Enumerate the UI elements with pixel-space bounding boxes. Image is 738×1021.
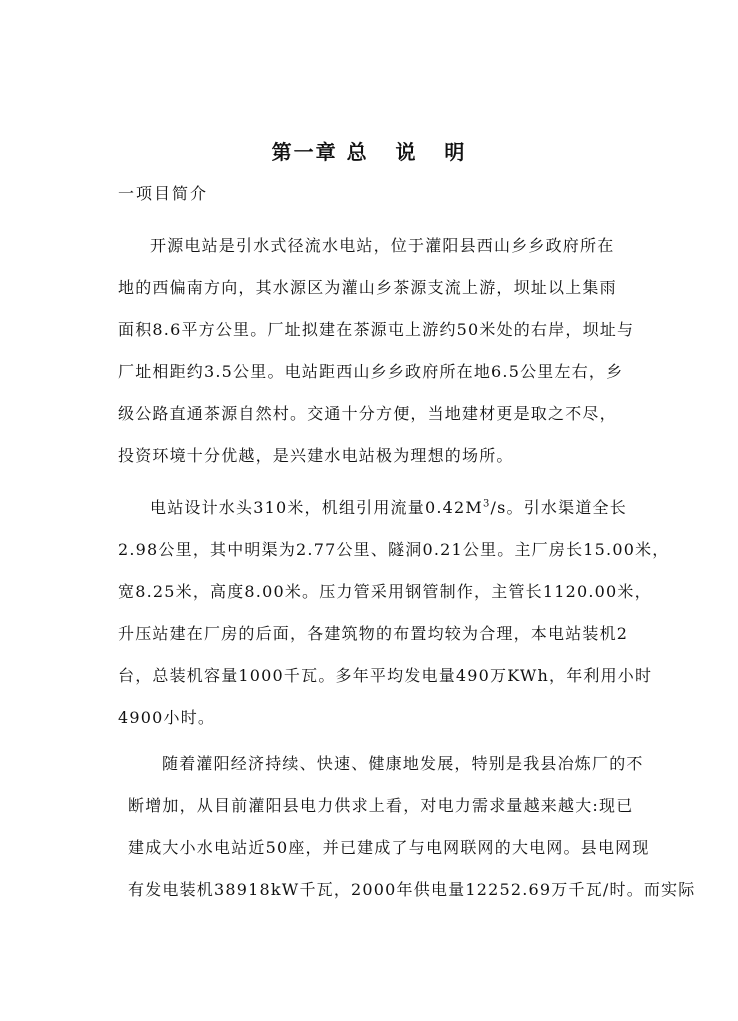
- paragraph-line: 随着灌阳经济持续、快速、健康地发展，特别是我县冶炼厂的不: [162, 754, 644, 773]
- paragraph-text: /s。引水渠道全长: [490, 498, 627, 517]
- paragraph-line: [150, 496, 627, 520]
- paragraph-line: 投资环境十分优越，是兴建水电站极为理想的场所。: [118, 446, 514, 465]
- paragraph-line: 开源电站是引水式径流水电站，位于灌阳县西山乡乡政府所在: [150, 236, 615, 255]
- chapter-title: 第一章 总 说 明: [271, 140, 467, 164]
- paragraph-line: 地的西偏南方向，其水源区为灌山乡茶源支流上游，坝址以上集雨: [118, 278, 617, 297]
- section-heading: 一项目简介: [118, 184, 209, 203]
- paragraph-line: 台，总装机容量1000千瓦。多年平均发电量490万KWh，年利用小时: [118, 666, 653, 685]
- superscript-exponent: 3: [482, 498, 491, 510]
- paragraph-text: 电站设计水头310米，机组引用流量0.42M: [150, 498, 483, 517]
- paragraph-line: 宽8.25米，高度8.00米。压力管采用钢管制作，主管长1120.00米，: [118, 582, 652, 601]
- paragraph-line: 断增加，从目前灌阳县电力供求上看，对电力需求量越来越大:现已: [128, 796, 634, 815]
- paragraph-line: 级公路直通茶源自然村。交通十分方便，当地建材更是取之不尽，: [118, 404, 617, 423]
- paragraph-line: 有发电装机38918kW千瓦，2000年供电量12252.69万千瓦/时。而实际: [128, 880, 696, 899]
- paragraph-line: 面积8.6平方公里。厂址拟建在茶源屯上游约50米处的右岸，坝址与: [118, 320, 635, 339]
- paragraph-line: 厂址相距约3.5公里。电站距西山乡乡政府所在地6.5公里左右，乡: [118, 362, 624, 381]
- paragraph-line: 2.98公里，其中明渠为2.77公里、隧洞0.21公里。主厂房长15.00米，: [118, 540, 670, 559]
- paragraph-line: 建成大小水电站近50座，并已建成了与电网联网的大电网。县电网现: [128, 838, 650, 857]
- paragraph-line: 升压站建在厂房的后面，各建筑物的布置均较为合理，本电站装机2: [118, 624, 629, 643]
- paragraph-line: 4900小时。: [118, 708, 216, 727]
